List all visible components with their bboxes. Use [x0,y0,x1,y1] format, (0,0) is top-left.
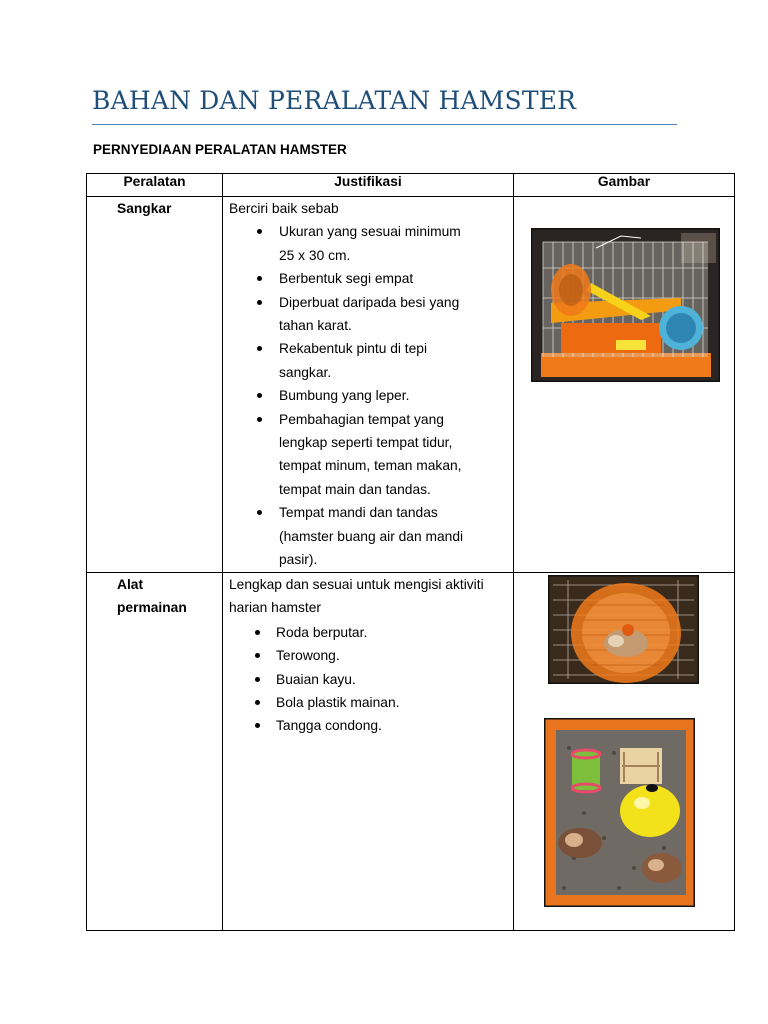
list-item: Buaian kayu. [229,668,513,691]
header-justifikasi: Justifikasi [223,174,514,197]
justification-intro: Berciri baik sebab [229,201,339,216]
image-cell [514,573,735,931]
item-name: Alat permainan [87,573,223,931]
list-item: Berbentuk segi empat [229,267,513,290]
list-item: Terowong. [229,644,513,667]
list-item: Diperbuat daripada besi yang tahan karat. [229,291,513,338]
justification-cell [223,197,514,573]
title-divider [92,124,677,125]
header-peralatan: Peralatan [87,174,223,197]
image-cell [514,197,735,573]
list-item: Ukuran yang sesuai minimum 25 x 30 cm. [229,220,513,267]
section-heading: PERNYEDIAAN PERALATAN HAMSTER [93,142,347,157]
list-item: Tangga condong. [229,714,513,737]
justification-cell [223,573,514,931]
table-row [87,573,735,931]
hamster-cage-photo [531,228,720,382]
justification-intro: Lengkap dan sesuai untuk mengisi aktiviti harian hamster [229,577,484,616]
list-item: Rekabentuk pintu di tepi sangkar. [229,337,513,384]
list-item: Bumbung yang leper. [229,384,513,407]
hamster-wheel-photo [548,575,699,684]
list-item: Tempat mandi dan tandas (hamster buang air dan mandi pasir). [229,501,513,571]
list-item: Roda berputar. [229,621,513,644]
equipment-table [86,173,735,931]
justification-list [229,621,513,738]
list-item: Bola plastik mainan. [229,691,513,714]
justification-list [229,220,513,571]
table-row [87,197,735,573]
page-title: BAHAN DAN PERALATAN HAMSTER [92,86,577,115]
header-gambar: Gambar [514,174,735,197]
table-header-row [87,174,735,197]
item-name: Sangkar [87,197,223,573]
list-item: Pembahagian tempat yang lengkap seperti tempat tidur, tempat minum, teman makan, tempat main dan tandas. [229,408,513,502]
hamster-play-area-photo [544,718,695,907]
